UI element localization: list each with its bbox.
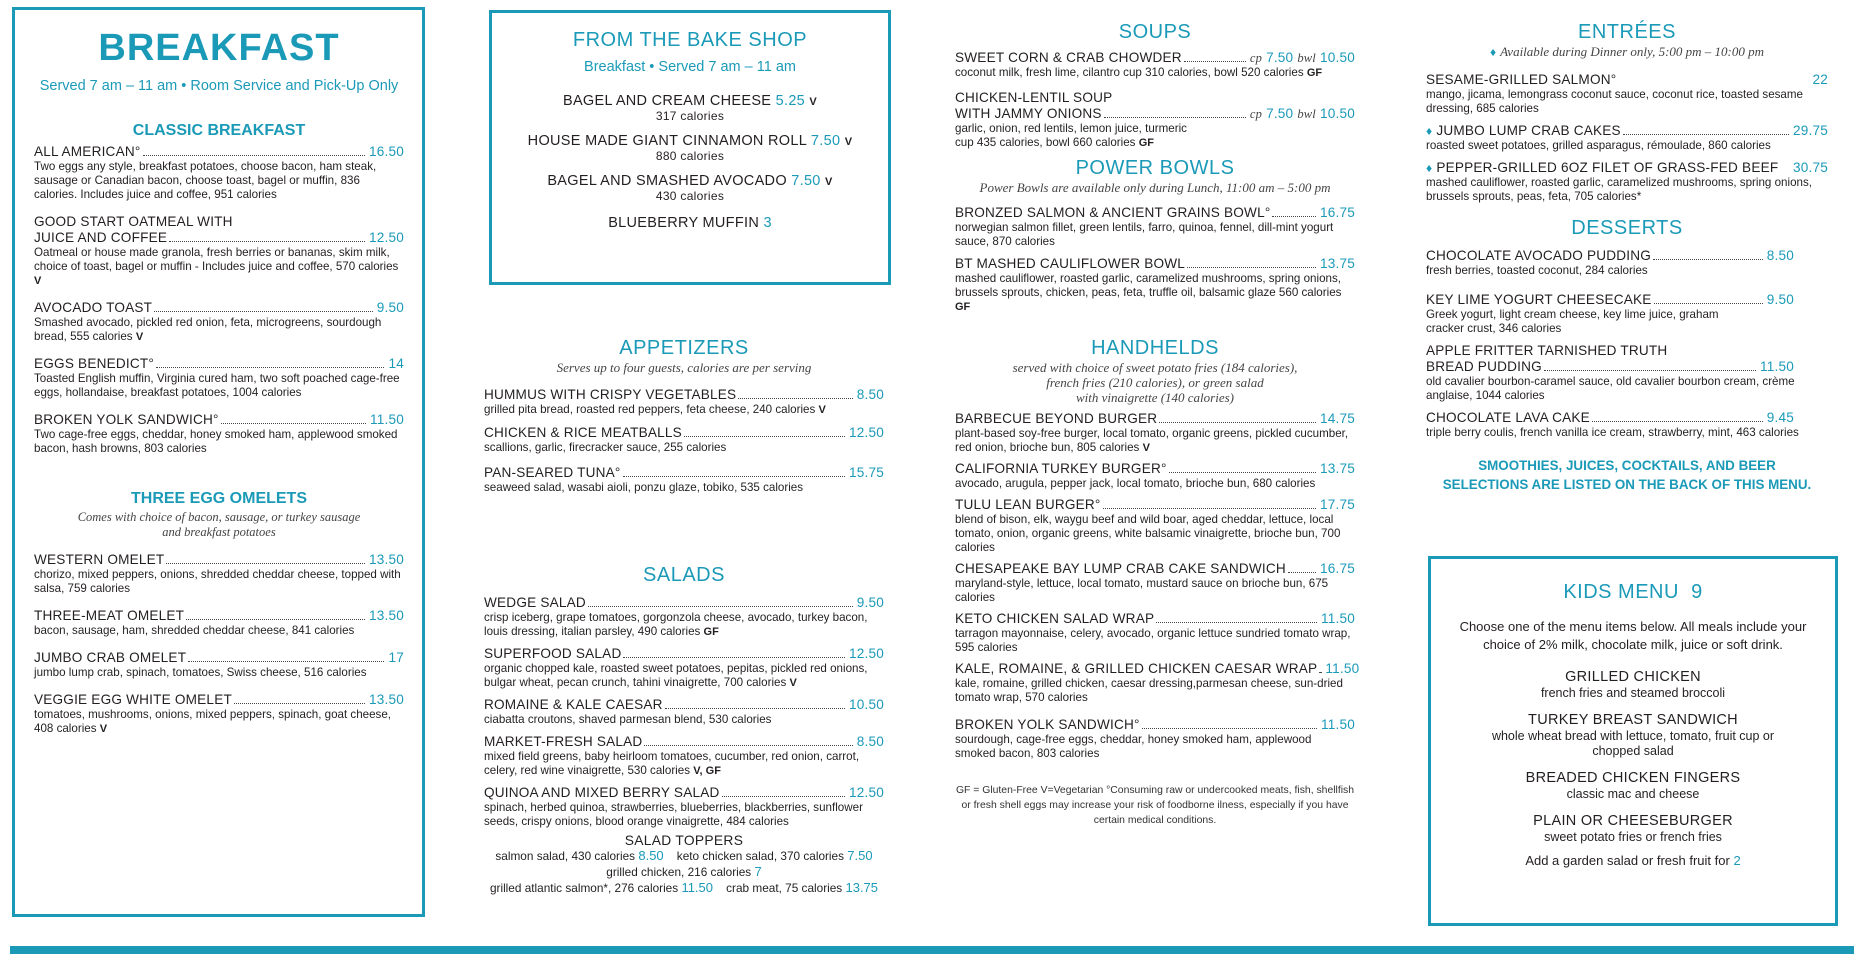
item-price: 11.50 [1320, 611, 1355, 626]
kids-intro: Choose one of the menu items below. All meals include your choice of 2% milk, chocolate milk, juice or soft drink. [1459, 619, 1807, 652]
item-name: TURKEY BREAST SANDWICH [1528, 712, 1738, 728]
item-name: PLAIN OR CHEESEBURGER [1533, 813, 1733, 829]
dietary-tag: V [99, 723, 108, 735]
item-desc: crisp iceberg, grape tomatoes, gorgonzola cheese, avocado, turkey bacon, louis dressing, italian parsley, 490 calories [484, 611, 868, 638]
cup-price: 7.50 [1266, 106, 1294, 121]
dietary-tag: V [844, 136, 853, 148]
item-name: BROKEN YOLK SANDWICH° [34, 412, 219, 427]
dietary-tag: GF [703, 626, 719, 638]
item-desc-line2: cup 435 calories, bowl 660 calories [955, 136, 1136, 149]
topper-chicken: grilled chicken, 216 calories [606, 865, 752, 879]
menu-item [955, 50, 1355, 80]
item-name-line1: CHICKEN-LENTIL SOUP [955, 90, 1113, 105]
item-desc: coconut milk, fresh lime, cilantro cup 310 calories, bowl 520 calories [955, 66, 1304, 79]
item-desc: french fries and steamed broccoli [1540, 686, 1726, 700]
item-price: 30.75 [1792, 160, 1828, 175]
entrees-note-row [1426, 44, 1828, 60]
bakeshop-title: FROM THE BAKE SHOP [572, 29, 808, 51]
item-desc: ciabatta croutons, shaved parmesan blend, 530 calories [484, 713, 772, 726]
item-name: JUMBO LUMP CRAB CAKES [1436, 123, 1621, 138]
item-desc: tomatoes, mushrooms, onions, mixed peppers, spinach, goat cheese, 408 calories [34, 708, 392, 735]
menu-item [484, 387, 884, 417]
item-price: 11.50 [1759, 359, 1794, 374]
item-price: 7.50 [810, 133, 841, 149]
item-name: WESTERN OMELET [34, 552, 165, 567]
menu-item [484, 697, 884, 727]
back-note-line1: SMOOTHIES, JUICES, COCKTAILS, AND BEER [1478, 458, 1776, 473]
kids-item [1447, 769, 1819, 802]
item-desc: tarragon mayonnaise, celery, avocado, organic lettuce sundried tomato wrap, 595 calories [955, 627, 1351, 654]
soups-title: SOUPS [1118, 21, 1192, 43]
item-name: BROKEN YOLK SANDWICH° [955, 717, 1140, 732]
item-price: 12.50 [848, 425, 884, 440]
item-desc: seaweed salad, wasabi aioli, ponzu glaze, tobiko, 535 calories [484, 481, 804, 494]
back-of-menu-note [1426, 456, 1828, 494]
item-price: 11.50 [1320, 717, 1355, 732]
item-desc: jumbo lump crab, spinach, tomatoes, Swiss cheese, 516 calories [34, 666, 367, 679]
item-name: BT MASHED CAULIFLOWER BOWL [955, 256, 1186, 271]
item-price: 13.50 [368, 552, 404, 567]
menu-item [484, 465, 884, 495]
item-desc: fresh berries, toasted coconut, 284 calories [1426, 264, 1648, 277]
appetizers-salads-column [484, 336, 884, 896]
bakeshop-item [492, 93, 888, 123]
appetizers-title: APPETIZERS [619, 337, 749, 359]
item-desc: chorizo, mixed peppers, onions, shredded cheddar cheese, topped with salsa, 759 calories [34, 568, 401, 595]
topper-salmon: salmon salad, 430 calories [495, 849, 636, 863]
bakeshop-item [492, 173, 888, 203]
dietary-tag: GF [1306, 67, 1323, 79]
omelets-note-line2: and breakfast potatoes [162, 525, 276, 539]
item-name-line1: APPLE FRITTER TARNISHED TRUTH [1426, 343, 1668, 358]
omelets-note-line1: Comes with choice of bacon, sausage, or turkey sausage [77, 510, 361, 524]
item-desc: grilled pita bread, roasted red peppers, feta cheese, 240 calories [484, 403, 816, 416]
item-desc: bacon, sausage, ham, shredded cheddar cheese, 841 calories [34, 624, 355, 637]
item-desc: triple berry coulis, french vanilla ice cream, strawberry, mint, 463 calories [1426, 426, 1799, 439]
menu-item [1426, 343, 1828, 403]
item-price: 7.50 [791, 173, 821, 189]
menu-item [1426, 123, 1828, 153]
diamond-icon: ♦ [1489, 45, 1497, 59]
item-desc: Two eggs any style, breakfast potatoes, choose bacon, ham steak, sausage or Canadian bacon, choose toast, bagel or muffin, 836 calories. Includes juice and coffee, 951 calories [34, 160, 377, 201]
item-price: 10.50 [848, 697, 884, 712]
item-desc: mango, jicama, lemongrass coconut sauce, coconut rice, toasted sesame dressing, 685 calories [1426, 88, 1803, 115]
item-desc: plant-based soy-free burger, local tomato, organic greens, pickled cucumber, red onion, brioche bun, 805 calories [955, 427, 1349, 454]
dietary-tag: V [825, 176, 833, 188]
dietary-tag: V [34, 275, 42, 287]
item-name: TULU LEAN BURGER° [955, 497, 1101, 512]
appetizers-note: Serves up to four guests, calories are per serving [556, 360, 812, 375]
item-name: KEY LIME YOGURT CHEESECAKE [1426, 292, 1652, 307]
item-desc: Greek yogurt, light cream cheese, key lime juice, graham cracker crust, 346 calories [1426, 308, 1719, 335]
cup-price: 7.50 [1266, 50, 1294, 65]
powerbowls-note: Power Bowls are available only during Lunch, 11:00 am – 5:00 pm [979, 180, 1331, 195]
dietary-tag: V [135, 331, 144, 343]
handhelds-note-line3: with vinaigrette (140 calories) [1075, 390, 1235, 405]
item-price: 9.50 [856, 595, 884, 610]
kids-menu-title: KIDS MENU [1563, 581, 1679, 603]
item-price: 13.50 [368, 608, 404, 623]
cup-label: cp [1249, 51, 1263, 65]
topper-crab: crab meat, 75 calories [726, 881, 843, 895]
item-price: 3 [763, 215, 772, 231]
item-name: ALL AMERICAN° [34, 144, 141, 159]
diamond-icon: ♦ [1426, 124, 1433, 138]
item-desc: whole wheat bread with lettuce, tomato, fruit cup or chopped salad [1491, 729, 1775, 758]
dietary-tag: V, GF [693, 765, 721, 777]
item-desc: classic mac and cheese [1566, 787, 1700, 801]
item-name: EGGS BENEDICT° [34, 356, 155, 371]
item-name: KALE, ROMAINE, & GRILLED CHICKEN CAESAR WRAP [955, 661, 1318, 676]
item-name: JUICE AND COFFEE [34, 230, 168, 245]
item-price: 14.75 [1319, 411, 1355, 426]
item-price: 9.50 [1766, 292, 1794, 307]
menu-item [955, 561, 1355, 605]
bakeshop-item [492, 133, 888, 163]
menu-item [1426, 160, 1828, 204]
item-price: 12.50 [848, 646, 884, 661]
item-desc: mashed cauliflower, roasted garlic, caramelized mushrooms, spring onions, brussels sprouts, peas, feta, 705 calories* [1426, 176, 1812, 203]
topper-keto: keto chicken salad, 370 calories [676, 849, 845, 863]
item-price: 5.25 [775, 93, 806, 109]
menu-item [955, 611, 1355, 655]
item-price: 16.75 [1319, 205, 1355, 220]
menu-item [34, 356, 404, 400]
menu-item [34, 412, 404, 456]
topper-crab-price: 13.75 [845, 880, 879, 895]
item-price: 17 [388, 650, 404, 665]
item-price: 11.50 [369, 412, 404, 427]
item-name: AVOCADO TOAST [34, 300, 153, 315]
item-desc: roasted sweet potatoes, grilled asparagus, rémoulade, 860 calories [1426, 139, 1771, 152]
menu-item [955, 256, 1355, 314]
menu-item [34, 650, 404, 680]
menu-item [484, 646, 884, 690]
back-note-line2: SELECTIONS ARE LISTED ON THE BACK OF THIS MENU. [1442, 477, 1812, 492]
handhelds-note-line2: french fries (210 calories), or green salad [1046, 375, 1264, 390]
bowl-label: bwl [1297, 51, 1316, 65]
kids-item [1447, 812, 1819, 845]
menu-item [484, 425, 884, 455]
kids-item [1447, 711, 1819, 759]
soups-bowls-handhelds-column [955, 20, 1360, 828]
menu-item [955, 411, 1355, 455]
kids-menu-panel [1428, 556, 1838, 926]
item-name: BREAD PUDDING [1426, 359, 1542, 374]
dietary-tag: V [789, 677, 797, 689]
topper-atlantic-price: 11.50 [681, 880, 714, 895]
item-desc: Smashed avocado, pickled red onion, feta, microgreens, sourdough bread, 555 calories [34, 316, 382, 343]
item-price: 9.50 [376, 300, 404, 315]
menu-item [34, 214, 404, 288]
item-name: SESAME-GRILLED SALMON° [1426, 72, 1617, 87]
item-desc: Toasted English muffin, Virginia cured ham, two soft poached cage-free eggs, hollandaise, breakfast potatoes, 1004 calories [34, 372, 400, 399]
item-price: 16.50 [368, 144, 404, 159]
item-name: CALIFORNIA TURKEY BURGER° [955, 461, 1167, 476]
diamond-icon: ♦ [1426, 161, 1433, 175]
item-name: SUPERFOOD SALAD [484, 646, 622, 661]
handhelds-note-line1: served with choice of sweet potato fries (184 calories), [1012, 360, 1298, 375]
item-name: CHOCOLATE AVOCADO PUDDING [1426, 248, 1652, 263]
item-desc: blend of bison, elk, waygu beef and wild boar, aged cheddar, lettuce, local tomato, onion, organic greens, white balsamic vinaigrette, brioche bun, 700 calories [955, 513, 1341, 554]
item-name: CHICKEN & RICE MEATBALLS [484, 425, 682, 440]
cup-label: cp [1249, 107, 1263, 121]
item-name: ROMAINE & KALE CAESAR [484, 697, 663, 712]
item-name: SWEET CORN & CRAB CHOWDER [955, 50, 1182, 65]
menu-item [955, 661, 1360, 705]
item-name: THREE-MEAT OMELET [34, 608, 185, 623]
dietary-tag: V [818, 404, 826, 416]
item-name: BARBECUE BEYOND BURGER [955, 411, 1158, 426]
bakeshop-item [492, 215, 888, 231]
entrees-title: ENTRÉES [1578, 21, 1676, 43]
item-name: QUINOA AND MIXED BERRY SALAD [484, 785, 720, 800]
item-price: 13.75 [1319, 256, 1355, 271]
item-name: WITH JAMMY ONIONS [955, 106, 1102, 121]
omelets-heading: THREE EGG OMELETS [130, 490, 307, 507]
item-desc: sourdough, cage-free eggs, cheddar, honey smoked ham, applewood smoked bacon, 803 calories [955, 733, 1312, 760]
item-price: 14 [388, 356, 404, 371]
item-price: 29.75 [1792, 123, 1828, 138]
menu-item [34, 692, 404, 736]
item-price: 16.75 [1319, 561, 1355, 576]
item-name: HUMMUS WITH CRISPY VEGETABLES [484, 387, 737, 402]
menu-item [955, 90, 1355, 150]
menu-item [484, 595, 884, 639]
item-calories: 430 calories [655, 189, 725, 203]
breakfast-title: BREAKFAST [98, 27, 340, 69]
bowl-price: 10.50 [1319, 50, 1355, 65]
classic-breakfast-heading: CLASSIC BREAKFAST [132, 122, 306, 139]
topper-chicken-price: 7 [754, 864, 762, 879]
bakeshop-panel [489, 10, 891, 285]
item-desc: spinach, herbed quinoa, strawberries, blueberries, blackberries, sunflower seeds, crispy onions, blood orange vinaigrette, 484 calories [484, 801, 863, 828]
kids-item [1447, 668, 1819, 701]
breakfast-subtitle: Served 7 am – 11 am • Room Service and Pick-Up Only [39, 78, 399, 94]
item-desc: mixed field greens, baby heirloom tomatoes, cucumber, red onion, carrot, celery, red wine vinaigrette, 530 calories [484, 750, 860, 777]
topper-atlantic: grilled atlantic salmon*, 276 calories [489, 881, 679, 895]
bakeshop-subtitle: Breakfast • Served 7 am – 11 am [584, 59, 796, 75]
menu-item [1426, 248, 1828, 278]
item-name: CHESAPEAKE BAY LUMP CRAB CAKE SANDWICH [955, 561, 1286, 576]
entrees-desserts-column [1426, 20, 1828, 494]
menu-item [34, 144, 404, 202]
topper-salmon-price: 8.50 [638, 848, 664, 863]
salad-toppers [484, 833, 884, 896]
item-name: WEDGE SALAD [484, 595, 586, 610]
item-desc: organic chopped kale, roasted sweet potatoes, pepitas, pickled red onions, bulgar wheat, pecan crunch, tahini vinaigrette, 700 calories [484, 662, 868, 689]
item-desc: scallions, garlic, firecracker sauce, 255 calories [484, 441, 727, 454]
item-desc: garlic, onion, red lentils, lemon juice, turmeric [955, 122, 1187, 135]
item-price: 13.75 [1319, 461, 1355, 476]
item-price: 12.50 [368, 230, 404, 245]
bowl-label: bwl [1297, 107, 1316, 121]
item-desc: mashed cauliflower, roasted garlic, caramelized mushrooms, spring onions, brussels sprouts, chicken, peas, feta, truffle oil, balsamic glaze 560 calories [955, 272, 1342, 299]
item-name: PEPPER-GRILLED 6OZ FILET OF GRASS-FED BEEF [1436, 160, 1779, 175]
dietary-tag: V [809, 96, 818, 108]
menu-item [1426, 72, 1828, 116]
kids-menu-price: 9 [1691, 581, 1703, 603]
salad-toppers-title: SALAD TOPPERS [624, 833, 744, 848]
powerbowls-title: POWER BOWLS [1075, 157, 1235, 179]
item-name-line1: GOOD START OATMEAL WITH [34, 214, 233, 229]
item-price: 15.75 [848, 465, 884, 480]
item-name: VEGGIE EGG WHITE OMELET [34, 692, 232, 707]
item-name: BREADED CHICKEN FINGERS [1525, 770, 1741, 786]
item-desc: maryland-style, lettuce, local tomato, mustard sauce on brioche bun, 675 calories [955, 577, 1329, 604]
item-name: BLUEBERRY MUFFIN [608, 215, 760, 231]
kids-menu-heading [1447, 581, 1819, 604]
item-name: GRILLED CHICKEN [1565, 669, 1701, 685]
dietary-tag: V [1142, 442, 1150, 454]
menu-item [955, 497, 1355, 555]
kids-addon [1447, 853, 1819, 868]
topper-keto-price: 7.50 [847, 848, 873, 863]
item-desc: kale, romaine, grilled chicken, caesar dressing,parmesan cheese, sun-dried tomato wrap, 570 calories [955, 677, 1343, 704]
item-desc: old cavalier bourbon-caramel sauce, old cavalier bourbon cream, crème anglaise, 1044 calories [1426, 375, 1795, 402]
menu-item [955, 461, 1355, 491]
menu-item [484, 785, 884, 829]
menu-item [955, 205, 1355, 249]
item-price: 9.45 [1766, 410, 1794, 425]
item-name: BRONZED SALMON & ANCIENT GRAINS BOWL° [955, 205, 1271, 220]
menu-item [1426, 292, 1828, 336]
item-price: 11.50 [1325, 661, 1360, 676]
salads-title: SALADS [643, 564, 725, 586]
item-price: 12.50 [848, 785, 884, 800]
item-name: KETO CHICKEN SALAD WRAP [955, 611, 1155, 626]
menu-item [955, 717, 1355, 761]
item-desc: avocado, arugula, pepper jack, local tomato, brioche bun, 680 calories [955, 477, 1316, 490]
kids-addon-text: Add a garden salad or fresh fruit for [1525, 853, 1730, 868]
item-price: 8.50 [856, 734, 884, 749]
dietary-tag: GF [955, 301, 971, 313]
item-price: 17.75 [1319, 497, 1355, 512]
item-price: 13.50 [368, 692, 404, 707]
item-name: MARKET-FRESH SALAD [484, 734, 643, 749]
item-desc: sweet potato fries or french fries [1544, 830, 1722, 844]
item-price: 22 [1812, 72, 1828, 87]
item-name: CHOCOLATE LAVA CAKE [1426, 410, 1590, 425]
dietary-legend: GF = Gluten-Free V=Vegetarian °Consuming raw or undercooked meats, fish, shellfish or fresh shell eggs may increase your risk of foodborne ilness, especially if you have certain medical conditions. [955, 785, 1355, 826]
item-name: BAGEL AND CREAM CHEESE [562, 93, 772, 109]
menu-item [34, 300, 404, 344]
menu-item [34, 608, 404, 638]
menu-item [484, 734, 884, 778]
item-desc: norwegian salmon fillet, green lentils, farro, quinoa, fennel, dill-mint yogurt sauce, 870 calories [955, 221, 1334, 248]
item-calories: 880 calories [655, 149, 725, 163]
item-price: 8.50 [856, 387, 884, 402]
item-desc: Oatmeal or house made granola, fresh berries or bananas, skim milk, choice of toast, bagel or muffin - Includes juice and coffee, 570 calories [34, 246, 399, 273]
item-name: JUMBO CRAB OMELET [34, 650, 187, 665]
entrees-note: Available during Dinner only, 5:00 pm – 10:00 pm [1500, 44, 1765, 59]
item-price: 8.50 [1766, 248, 1794, 263]
dietary-tag: GF [1138, 137, 1154, 149]
bowl-price: 10.50 [1319, 106, 1355, 121]
item-name: HOUSE MADE GIANT CINNAMON ROLL [527, 133, 807, 149]
item-desc: Two cage-free eggs, cheddar, honey smoked ham, applewood smoked bacon, hash browns, 803 calories [34, 428, 398, 455]
menu-item [34, 552, 404, 596]
item-name: PAN-SEARED TUNA° [484, 465, 621, 480]
desserts-title: DESSERTS [1571, 217, 1683, 239]
handhelds-title: HANDHELDS [1091, 337, 1219, 359]
item-name: BAGEL AND SMASHED AVOCADO [547, 173, 787, 189]
kids-addon-price: 2 [1733, 853, 1741, 868]
menu-item [1426, 410, 1828, 440]
breakfast-panel [12, 7, 425, 917]
item-calories: 317 calories [655, 109, 725, 123]
